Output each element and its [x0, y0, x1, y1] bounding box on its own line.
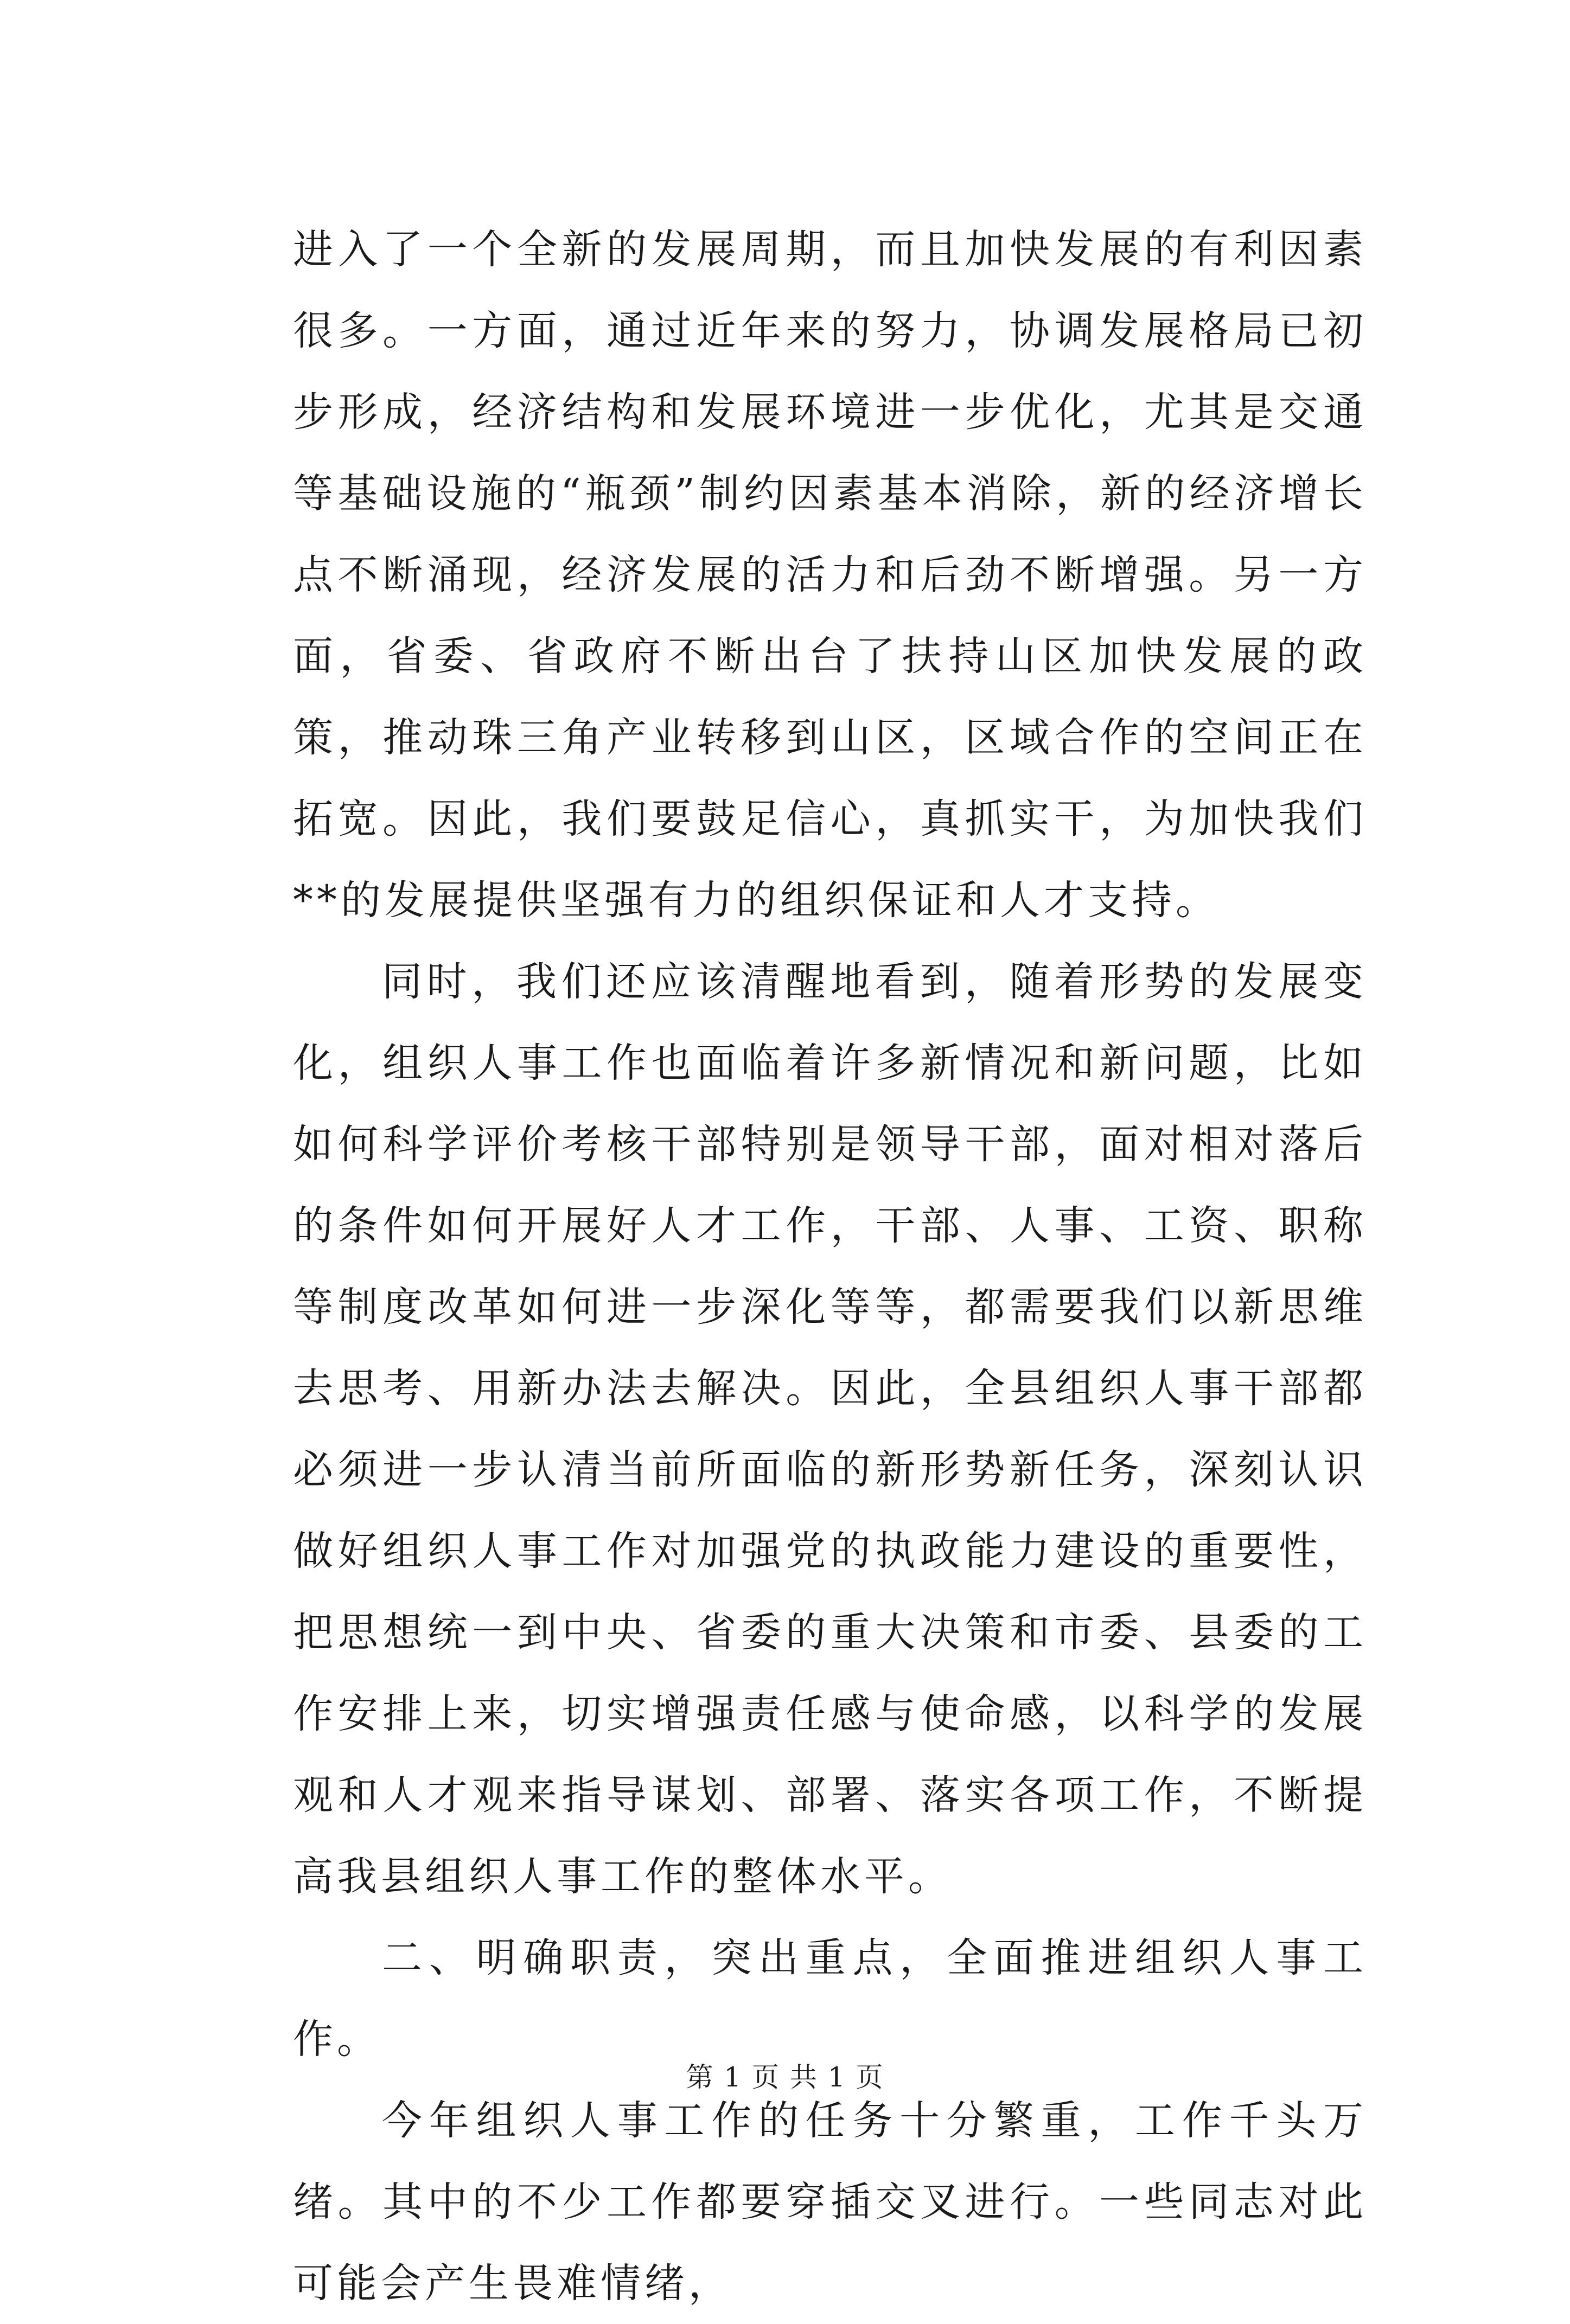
document-body — [293, 209, 1367, 2324]
section-heading: 二、明确职责，突出重点，全面推进组织人事工作。 — [293, 1935, 1367, 2063]
page-footer: 第 1 页 共 1 页 — [686, 2061, 884, 2093]
paragraph-1: 进入了一个全新的发展周期，而且加快发展的有利因素很多。一方面，通过近年来的努力，协调发展格局已初步形成，经济结构和发展环境进一步优化，尤其是交通等基础设施的“瓶颈”制约因素基本消除，新的经济增长点不断涌现，经济发展的活力和后劲不断增强。另一方面，省委、省政府不断出台了扶持山区加快发展的政策，推动珠三角产业转移到山区，区域合作的空间正在拓宽。因此，我们要鼓足信心，真抓实干，为加快我们**的发展提供坚强有力的组织保证和人才支持。 — [293, 226, 1367, 924]
paragraph-3: 今年组织人事工作的任务十分繁重，工作千头万绪。其中的不少工作都要穿插交叉进行。一些同志对此可能会产生畏难情绪， — [293, 2097, 1367, 2307]
paragraph-2: 同时，我们还应该清醒地看到，随着形势的发展变化，组织人事工作也面临着许多新情况和新问题，比如如何科学评价考核干部特别是领导干部，面对相对落后的条件如何开展好人才工作，干部、人事、工资、职称等制度改革如何进一步深化等等，都需要我们以新思维去思考、用新办法去解决。因此，全县组织人事干部都必须进一步认清当前所面临的新形势新任务，深刻认识做好组织人事工作对加强党的执政能力建设的重要性，把思想统一到中央、省委的重大决策和市委、县委的工作安排上来，切实增强责任感与使命感，以科学的发展观和人才观来指导谋划、部署、落实各项工作，不断提高我县组织人事工作的整体水平。 — [293, 958, 1367, 1900]
